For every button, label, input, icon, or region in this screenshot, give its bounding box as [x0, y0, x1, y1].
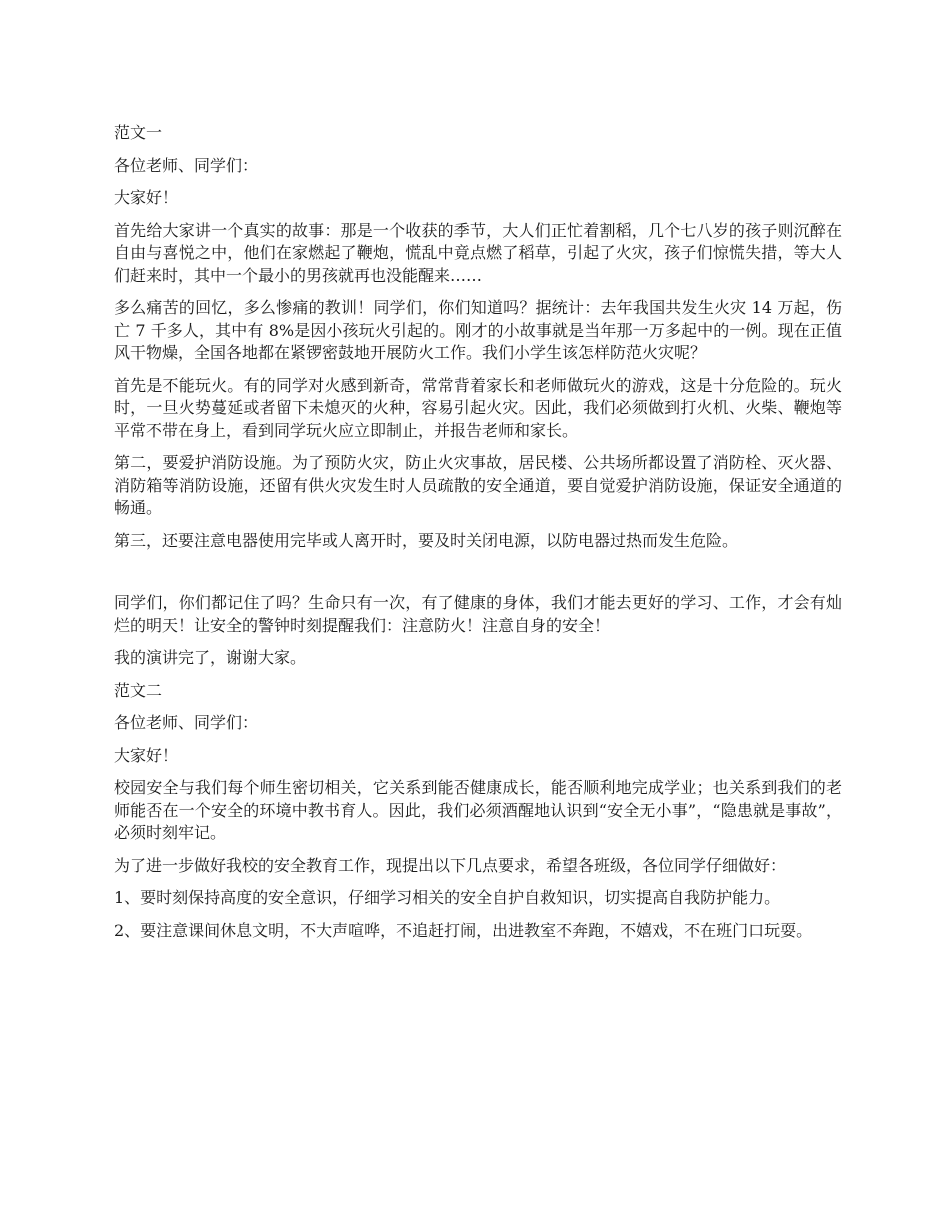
paragraph-statistics: 多么痛苦的回忆，多么惨痛的教训！同学们，你们知道吗？据统计：去年我国共发生火灾 14 万起，伤亡 7 千多人，其中有 8%是因小孩玩火引起的。刚才的小故事就是当年那一万多起中的一例。现在正值风干物燥，全国各地都在紧锣密鼓地开展防火工作。我们小学生该怎样防范火灾呢？: [114, 298, 842, 362]
salutation: 各位老师、同学们：: [114, 155, 259, 175]
document-body: [114, 122, 842, 952]
greeting-two: 大家好！: [114, 745, 179, 765]
heading-sample-two: 范文二: [114, 680, 163, 700]
paragraph-story: 首先给大家讲一个真实的故事：那是一个收获的季节，大人们正忙着割稻，几个七八岁的孩子则沉醉在自由与喜悦之中，他们在家燃起了鞭炮，慌乱中竟点燃了稻草，引起了火灾，孩子们惊慌失措，等大人们赶来时，其中一个最小的男孩就再也没能醒来……: [114, 220, 842, 285]
paragraph-campus-safety: 校园安全与我们每个师生密切相关，它关系到能否健康成长，能否顺利地完成学业；也关系到我们的老师能否在一个安全的环境中教书育人。因此，我们必须酒醒地认识到“安全无小事”，“隐患就是事故”，必须时刻牢记。: [114, 778, 842, 842]
heading-sample-one: 范文一: [114, 123, 163, 142]
list-item-requirement-1: 1、要时刻保持高度的安全意识，仔细学习相关的安全自护自救知识，切实提高自我防护能力。: [114, 888, 781, 907]
greeting: 大家好！: [114, 188, 179, 207]
paragraph-point-three: 第三，还要注意电器使用完毕或人离开时，要及时关闭电源，以防电器过热而发生危险。: [114, 530, 739, 550]
paragraph-point-one: 首先是不能玩火。有的同学对火感到新奇，常常背着家长和老师做玩火的游戏，这是十分危险的。玩火时，一旦火势蔓延或者留下未熄灭的火种，容易引起火灾。因此，我们必须做到打火机、火柴、鞭炮等平常不带在身上，看到同学玩火应立即制止，并报告老师和家长。: [114, 375, 842, 440]
paragraph-requirements-intro: 为了进一步做好我校的安全教育工作，现提出以下几点要求，希望各班级，各位同学仔细做好：: [114, 855, 787, 875]
closing-line: 我的演讲完了，谢谢大家。: [114, 648, 307, 667]
salutation-two: 各位老师、同学们：: [114, 713, 259, 732]
paragraph-conclusion: 同学们，你们都记住了吗？生命只有一次，有了健康的身体，我们才能去更好的学习、工作，才会有灿烂的明天！让安全的警钟时刻提醒我们：注意防火！注意自身的安全！: [114, 593, 842, 635]
list-item-requirement-2: 2、要注意课间休息文明，不大声喧哗，不追赶打闹，出进教室不奔跑，不嬉戏，不在班门口玩耍。: [114, 920, 813, 940]
paragraph-point-two: 第二，要爱护消防设施。为了预防火灾，防止火灾事故，居民楼、公共场所都设置了消防栓、灭火器、消防箱等消防设施，还留有供火灾发生时人员疏散的安全通道，要自觉爱护消防设施，保证安全通道的畅通。: [114, 453, 842, 517]
